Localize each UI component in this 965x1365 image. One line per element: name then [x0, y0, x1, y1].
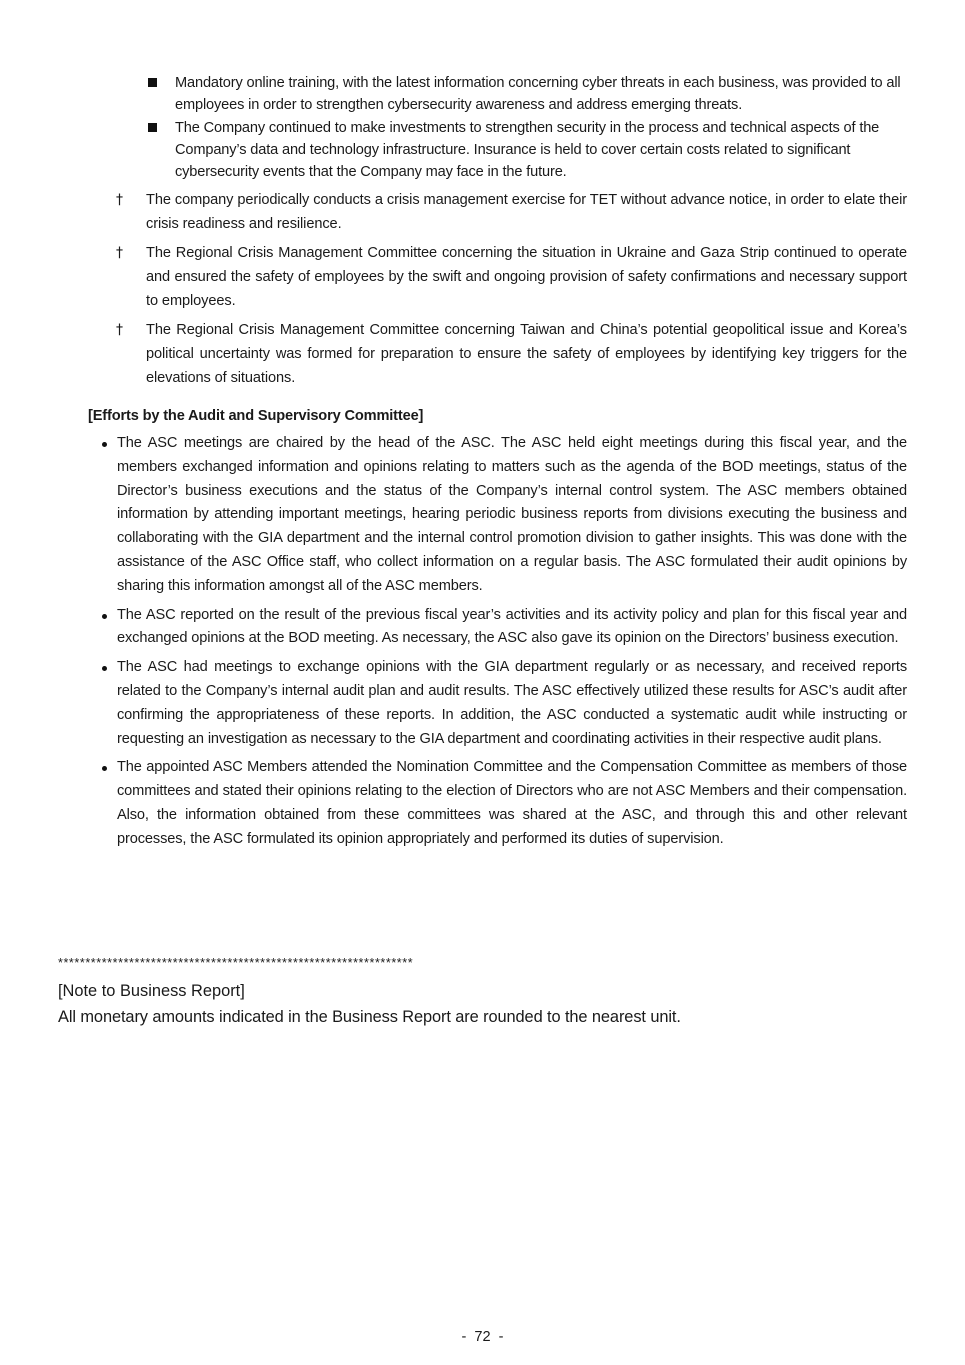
crisis-management-list — [116, 188, 907, 395]
dagger-bullet-icon: † — [116, 322, 123, 338]
list-item — [101, 432, 907, 599]
square-bullet-icon — [148, 78, 157, 87]
dagger-bullet-icon: † — [116, 245, 123, 261]
list-item — [147, 72, 907, 117]
list-item-text: The ASC meetings are chaired by the head of the ASC. The ASC held eight meetings during this fiscal year, and the members exchanged information and opinions relating to matters such as the agenda of the BOD meetings, status of the Director’s business executions and the status of the Company’s internal control system. The ASC members obtained information by attending important meetings, hearing periodic business reports from divisions executing the business and collaborating with the GIA department and the internal control promotion division to gather insights. This was done with the assistance of the ASC Office staff, who collect information on a regular basis. The ASC formulated their audit opinions by sharing this information amongst all of the ASC members. — [117, 435, 907, 594]
note-body: All monetary amounts indicated in the Business Report are rounded to the nearest unit. — [58, 1008, 681, 1026]
list-item-text: The appointed ASC Members attended the Nomination Committee and the Compensation Committee as members of those committees and stated their opinions relating to the election of Directors who are not ASC Members and their compensation. Also, the information obtained from these committees was shared at the ASC, and through this and other relevant processes, the ASC formulated its opinion appropriately and performed its duties of supervision. — [117, 759, 907, 847]
bullet-dot-icon — [102, 666, 107, 671]
page-number: - 72 - — [461, 1329, 504, 1345]
bullet-dot-icon — [102, 442, 107, 447]
list-item — [116, 318, 907, 390]
cybersecurity-measures-list — [147, 72, 907, 183]
list-item — [116, 241, 907, 313]
list-item — [101, 656, 907, 751]
note-title: [Note to Business Report] — [58, 982, 245, 1000]
section-heading: [Efforts by the Audit and Supervisory Committee] — [88, 408, 424, 424]
list-item-text: Mandatory online training, with the latest information concerning cyber threats in each business, was provided to all employees in order to strengthen cybersecurity awareness and address emerging threats. — [175, 75, 901, 114]
dagger-bullet-icon: † — [116, 192, 123, 208]
list-item-text: The Regional Crisis Management Committee concerning Taiwan and China’s potential geopolitical issue and Korea’s political uncertainty was formed for preparation to ensure the safety of employees by identifying key triggers for the elevations of situations. — [146, 322, 907, 386]
bullet-dot-icon — [102, 766, 107, 771]
list-item — [116, 188, 907, 236]
list-item — [101, 756, 907, 851]
list-item-text: The Regional Crisis Management Committee concerning the situation in Ukraine and Gaza Strip continued to operate and ensured the safety of employees by the swift and ongoing provision of safety confirmations and necessary support to employees. — [146, 245, 907, 309]
list-item-text: The ASC had meetings to exchange opinions with the GIA department regularly or as necessary, and received reports related to the Company’s internal audit plan and audit results. The ASC effectively utilized these results for ASC’s audit after confirming the appropriateness of these reports. In addition, the ASC conducted a systematic audit while instructing or requesting an investigation as necessary to the GIA department and coordinating activities in their respective audit plans. — [117, 659, 907, 747]
square-bullet-icon — [148, 123, 157, 132]
list-item — [101, 604, 907, 652]
bullet-dot-icon — [102, 614, 107, 619]
list-item-text: The ASC reported on the result of the previous fiscal year’s activities and its activity policy and plan for this fiscal year and exchanged opinions at the BOD meeting. As necessary, the ASC also gave its opinion on the Directors’ business execution. — [117, 606, 907, 647]
asterisk-separator: ***************************************************************** — [58, 956, 414, 970]
list-item — [147, 117, 907, 184]
list-item-text: The Company continued to make investments to strengthen security in the process and technical aspects of the Company’s data and technology infrastructure. Insurance is held to cover certain costs related to significant cybersecurity events that the Company may face in the future. — [175, 119, 880, 181]
list-item-text: The company periodically conducts a crisis management exercise for TET without advance notice, in order to elate their crisis readiness and resilience. — [146, 192, 907, 232]
asc-efforts-list — [101, 432, 907, 857]
